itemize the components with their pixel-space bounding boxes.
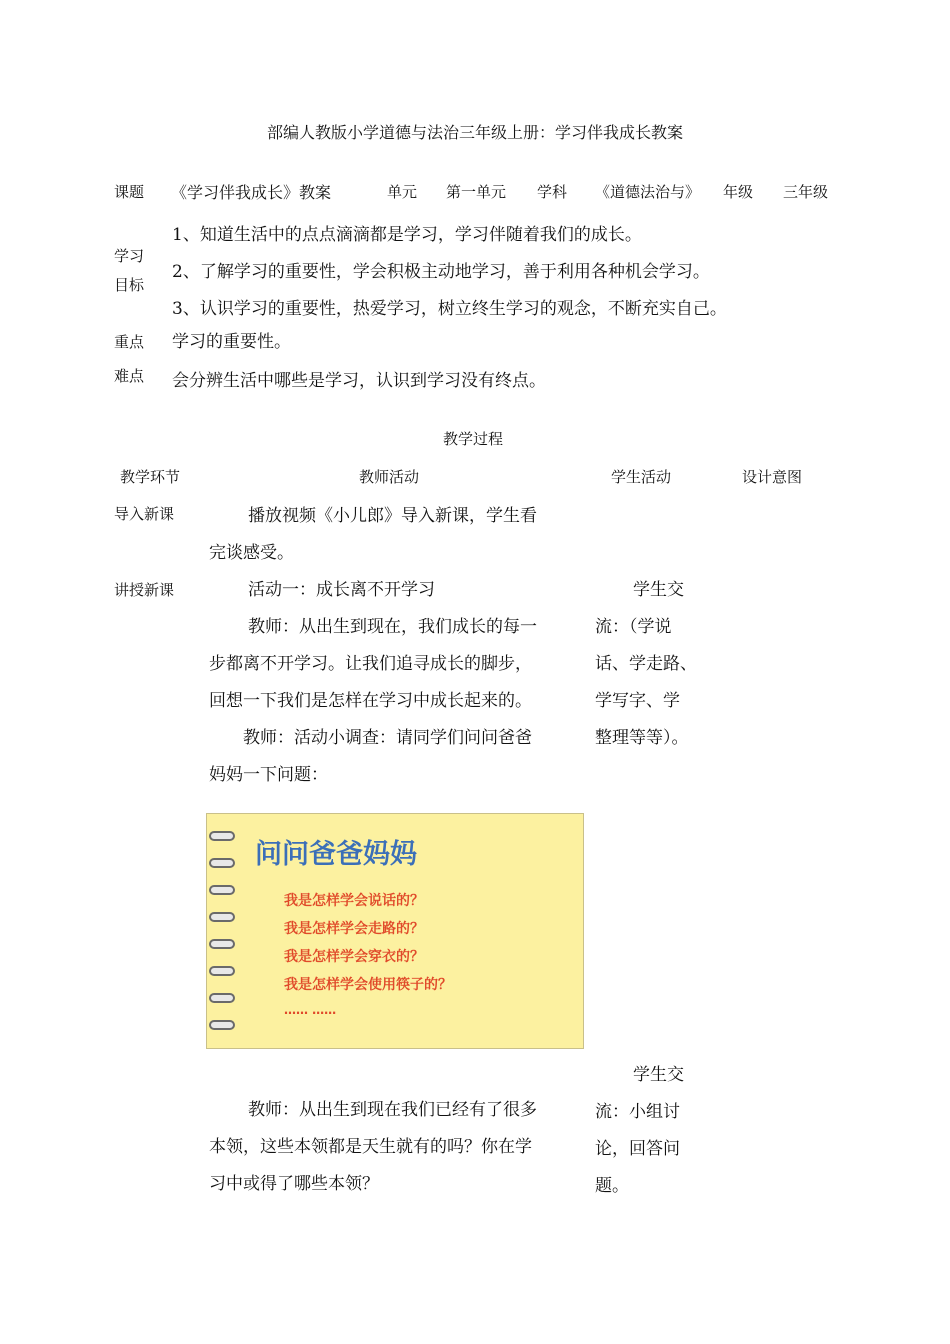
teacher-line: 教师：从出生到现在我们已经有了很多 <box>248 1100 537 1120</box>
lesson-value: 《学习伴我成长》教案 <box>171 183 332 202</box>
header-student-activity: 学生活动 <box>611 468 672 486</box>
document-title: 部编人教版小学道德与法治三年级上册：学习伴我成长教案 <box>266 123 683 142</box>
teacher-line: 本领，这些本领都是天生就有的吗？你在学 <box>209 1137 532 1157</box>
difficulty-label: 难点 <box>114 367 145 385</box>
teacher-line: 回想一下我们是怎样在学习中成长起来的。 <box>209 691 532 711</box>
key-point-label: 重点 <box>114 333 145 351</box>
objective-item: 1、知道生活中的点点滴滴都是学习，学习伴随着我们的成长。 <box>172 225 642 245</box>
header-stage: 教学环节 <box>120 468 181 486</box>
intro-line: 完谈感受。 <box>209 543 294 563</box>
slide-title: 问问爸爸妈妈 <box>255 839 417 870</box>
objectives-label-line2: 目标 <box>114 276 145 294</box>
spiral-ring-icon <box>209 885 235 895</box>
slide-question: 我是怎样学会使用筷子的？ <box>284 977 452 993</box>
teacher-line: 教师：活动小调查：请同学们问问爸爸 <box>243 728 532 748</box>
slide-image <box>206 813 584 1049</box>
student-line: 题。 <box>595 1176 629 1196</box>
teacher-line: 教师：从出生到现在，我们成长的每一 <box>248 617 537 637</box>
objectives-label-line1: 学习 <box>114 247 145 265</box>
objective-item: 2、了解学习的重要性，学会积极主动地学习，善于利用各种机会学习。 <box>172 262 710 282</box>
header-teacher-activity: 教师活动 <box>359 468 420 486</box>
student-line: 学写字、学 <box>595 691 680 711</box>
slide-question: 我是怎样学会走路的？ <box>284 921 424 937</box>
teacher-line: 习中或得了哪些本领？ <box>209 1174 379 1194</box>
teacher-line: 妈妈一下问题： <box>209 765 328 785</box>
objective-item: 3、认识学习的重要性，热爱学习，树立终生学习的观念，不断充实自己。 <box>172 299 727 319</box>
key-point-text: 学习的重要性。 <box>172 332 291 352</box>
subject-value: 《道德法治与》 <box>595 183 701 201</box>
spiral-ring-icon <box>209 1020 235 1030</box>
stage-intro: 导入新课 <box>114 505 175 523</box>
student-line: 流：小组讨 <box>595 1102 680 1122</box>
slide-ellipsis: …… …… <box>284 1003 337 1017</box>
spiral-ring-icon <box>209 831 235 841</box>
student-line: 学生交 <box>633 1065 684 1085</box>
slide-question: 我是怎样学会说话的？ <box>284 893 424 909</box>
header-design-intent: 设计意图 <box>742 468 803 486</box>
spiral-ring-icon <box>209 966 235 976</box>
student-line: 话、学走路、 <box>595 654 697 674</box>
intro-line: 播放视频《小儿郎》导入新课，学生看 <box>248 506 537 526</box>
grade-label: 年级 <box>723 183 754 201</box>
student-line: 流：（学说 <box>595 617 672 637</box>
unit-value: 第一单元 <box>446 183 507 201</box>
spiral-ring-icon <box>209 858 235 868</box>
grade-value: 三年级 <box>783 183 829 201</box>
student-line: 学生交 <box>633 580 684 600</box>
spiral-ring-icon <box>209 939 235 949</box>
stage-teach: 讲授新课 <box>114 581 175 599</box>
student-line: 论，回答问 <box>595 1139 680 1159</box>
subject-label: 学科 <box>537 183 568 201</box>
unit-label: 单元 <box>387 183 418 201</box>
spiral-ring-icon <box>209 993 235 1003</box>
student-line: 整理等等）。 <box>595 728 689 748</box>
lesson-label: 课题 <box>114 183 145 201</box>
difficulty-text: 会分辨生活中哪些是学习，认识到学习没有终点。 <box>172 371 546 391</box>
teacher-line: 步都离不开学习。让我们追寻成长的脚步， <box>209 654 532 674</box>
process-title: 教学过程 <box>443 430 504 448</box>
slide-question: 我是怎样学会穿衣的？ <box>284 949 424 965</box>
spiral-ring-icon <box>209 912 235 922</box>
activity-title: 活动一：成长离不开学习 <box>248 580 435 600</box>
